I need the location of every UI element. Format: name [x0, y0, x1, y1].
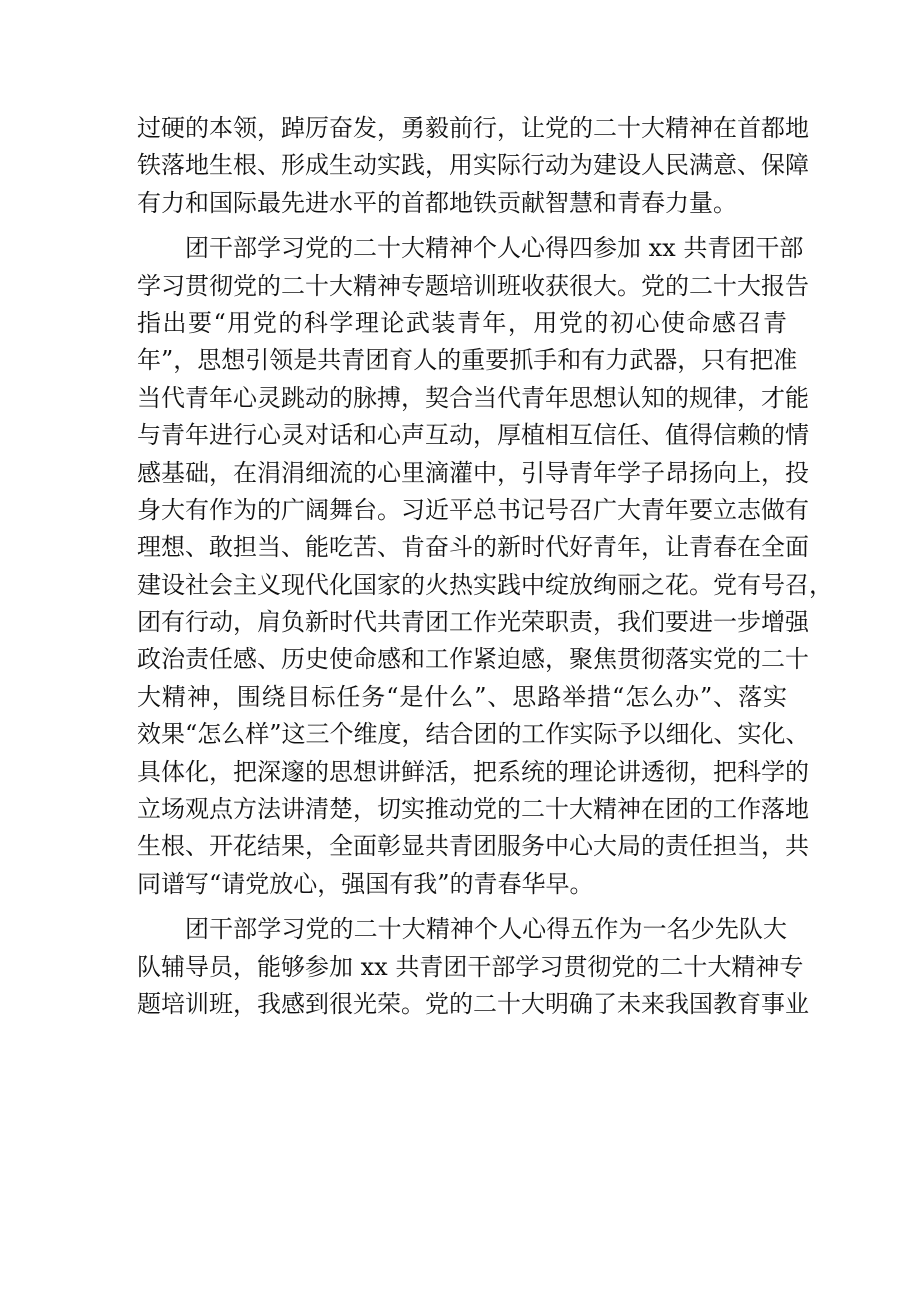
- paragraph-gap: [137, 222, 787, 230]
- text-line: 题培训班，我感到很光荣。党的二十大明确了未来我国教育事业: [137, 989, 809, 1018]
- text-line: 大精神，围绕目标任务“是什么”、思路举措“怎么办”、落实: [137, 682, 787, 711]
- document-body: [137, 110, 833, 1023]
- text-line: 生根、开花结果，全面彰显共青团服务中心大局的责任担当，共: [137, 832, 809, 861]
- text-line: 团干部学习党的二十大精神个人心得四参加 xx 共青团干部: [185, 234, 804, 263]
- text-line: 年”，思想引领是共青团育人的重要抓手和有力武器，只有把准: [137, 346, 798, 375]
- text-line: 过硬的本领，踔厉奋发，勇毅前行，让党的二十大精神在首都地: [137, 114, 809, 142]
- text-line: 指出要“用党的科学理论武装青年，用党的初心使命感召青: [137, 308, 787, 337]
- text-line: 铁落地生根、形成生动实践，用实际行动为建设人民满意、保障: [137, 151, 809, 180]
- paragraph-1: [137, 110, 809, 222]
- text-line: 建设社会主义现代化国家的火热实践中绽放绚丽之花。党有号召，: [137, 570, 833, 599]
- text-line: 具体化，把深邃的思想讲鲜活，把系统的理论讲透彻，把科学的: [137, 757, 809, 786]
- text-line: 政治责任感、历史使命感和工作紧迫感，聚焦贯彻落实党的二十: [137, 645, 809, 674]
- paragraph-2: [137, 230, 833, 903]
- text-line: 同谱写“请党放心，强国有我”的青春华早。: [137, 869, 594, 898]
- text-line: 当代青年心灵跳动的脉搏，契合当代青年思想认知的规律，才能: [137, 383, 809, 412]
- text-line: 学习贯彻党的二十大精神专题培训班收获很大。党的二十大报告: [137, 271, 809, 300]
- text-line: 理想、敢担当、能吃苦、肯奋斗的新时代好青年，让青春在全面: [137, 533, 809, 562]
- text-line: 队辅导员，能够参加 xx 共青团干部学习贯彻党的二十大精神专: [137, 952, 804, 981]
- paragraph-3: [137, 911, 809, 1023]
- text-line: 与青年进行心灵对话和心声互动，厚植相互信任、值得信赖的情: [137, 421, 809, 450]
- paragraph-gap: [137, 903, 787, 911]
- text-line: 有力和国际最先进水平的首都地铁贡献智慧和青春力量。: [137, 188, 737, 217]
- text-line: 团干部学习党的二十大精神个人心得五作为一名少先队大: [185, 915, 787, 944]
- text-line: 感基础，在涓涓细流的心里滴灌中，引导青年学子昂扬向上，投: [137, 458, 809, 487]
- text-line: 团有行动，肩负新时代共青团工作光荣职责，我们要进一步增强: [137, 608, 809, 637]
- text-line: 身大有作为的广阔舞台。习近平总书记号召广大青年要立志做有: [137, 495, 809, 524]
- text-line: 立场观点方法讲清楚，切实推动党的二十大精神在团的工作落地: [137, 795, 809, 824]
- text-line: 效果“怎么样”这三个维度，结合团的工作实际予以细化、实化、: [137, 720, 810, 749]
